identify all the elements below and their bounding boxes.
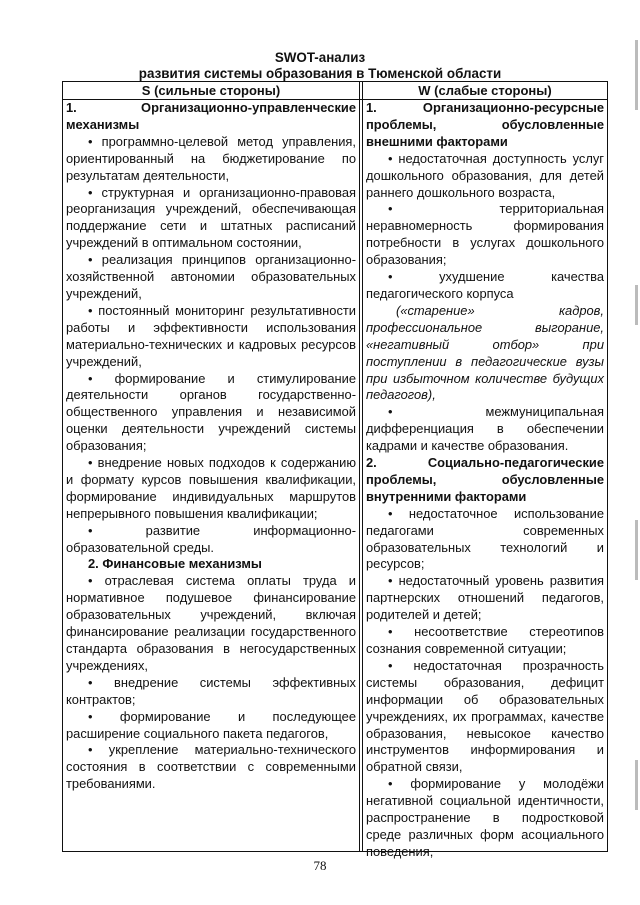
strengths-paragraph: • внедрение системы эффективных контрактов; xyxy=(66,674,356,707)
column-divider-inner xyxy=(362,82,363,851)
strengths-paragraph: • формирование и стимулирование деятельности органов государственно-общественного управления и независимой оценки деятельности учреждений системы образования; xyxy=(66,370,356,454)
weaknesses-paragraph: («старение» кадров, профессиональное выгорание, «негативный отбор» при поступлении в педагогические вузы при избыточном количестве будущих педагогов), xyxy=(366,302,604,403)
strengths-paragraph: 2. Финансовые механизмы xyxy=(88,556,262,572)
weaknesses-paragraph: • межмуниципальная дифференциация в обеспечении кадрами и качестве образования. xyxy=(366,404,604,454)
weaknesses-paragraph: 2. Социально-педагогические проблемы, обусловленные внутренними факторами xyxy=(366,455,604,504)
weaknesses-column xyxy=(366,100,604,861)
scan-artifact xyxy=(635,520,638,580)
strengths-paragraph: 1. Организационно-управленческие механизмы xyxy=(66,100,356,132)
document-subtitle: развития системы образования в Тюменской области xyxy=(138,66,502,81)
scan-artifact xyxy=(635,40,638,110)
weaknesses-paragraph: • недостаточная доступность услуг дошкольного образования, для детей раннего дошкольного возраста, xyxy=(366,150,604,200)
swot-table xyxy=(62,81,608,859)
strengths-column xyxy=(66,100,356,793)
strengths-header: S (сильные стороны) xyxy=(141,83,281,98)
strengths-paragraph: • отраслевая система оплаты труда и нормативное подушевое финансирование образовательных учреждений, включая финансирование реализации государственного стандарта образования в негосударственных учреждениях, xyxy=(66,573,356,673)
weaknesses-paragraph: • недостаточный уровень развития партнерских отношений педагогов, родителей и детей; xyxy=(366,573,604,623)
strengths-paragraph: • реализация принципов организационно-хозяйственной автономии образовательных учреждений, xyxy=(66,252,356,301)
page-number: 78 xyxy=(313,858,327,873)
weaknesses-paragraph: • недостаточная прозрачность системы образования, дефицит информации об образовательных учреждениях, их программах, качестве образования, невысокое качество инструментов информирования и обратной связи, xyxy=(366,657,604,775)
strengths-paragraph: • внедрение новых подходов к содержанию и формату курсов повышения квалификации, формирование индивидуальных маршрутов непрерывного повышения квалификации; xyxy=(66,455,356,521)
weaknesses-paragraph: 1. Организационно-ресурсные проблемы, обусловленные внешними факторами xyxy=(366,100,604,149)
weaknesses-paragraph: • ухудшение качества педагогического корпуса xyxy=(366,269,604,301)
weaknesses-paragraph: • несоответствие стереотипов сознания современной ситуации; xyxy=(366,624,604,656)
weaknesses-paragraph: • территориальная неравномерность формирования потребности в услугах дошкольного образования; xyxy=(366,201,604,268)
column-divider xyxy=(359,82,360,851)
strengths-paragraph: • постоянный мониторинг результативности работы и эффективности использования материально-технических и кадровых ресурсов учреждений, xyxy=(66,302,356,369)
weaknesses-header: W (слабые стороны) xyxy=(418,83,552,98)
strengths-paragraph: • укрепление материально-технического состояния в соответствии с современными требованиями. xyxy=(66,742,356,792)
scan-artifact xyxy=(635,760,638,810)
weaknesses-paragraph: • формирование у молодёжи негативной социальной идентичности, распространение в подростковой среде различных форм асоциального поведения, xyxy=(366,776,604,859)
document-title: SWOT-анализ xyxy=(274,50,366,65)
scan-artifact xyxy=(635,285,638,325)
strengths-paragraph: • формирование и последующее расширение социального пакета педагогов, xyxy=(66,708,356,741)
strengths-paragraph: • программно-целевой метод управления, ориентированный на бюджетирование по результатам деятельности, xyxy=(66,133,356,183)
weaknesses-paragraph: • недостаточное использование педагогами современных образовательных технологий и ресурсов; xyxy=(366,505,604,572)
strengths-paragraph: • развитие информационно-образовательной среды. xyxy=(66,522,356,555)
strengths-paragraph: • структурная и организационно-правовая реорганизация учреждений, обеспечивающая поддержание сети и штатных расписаний учреждений в оптимальном состоянии, xyxy=(66,184,356,251)
